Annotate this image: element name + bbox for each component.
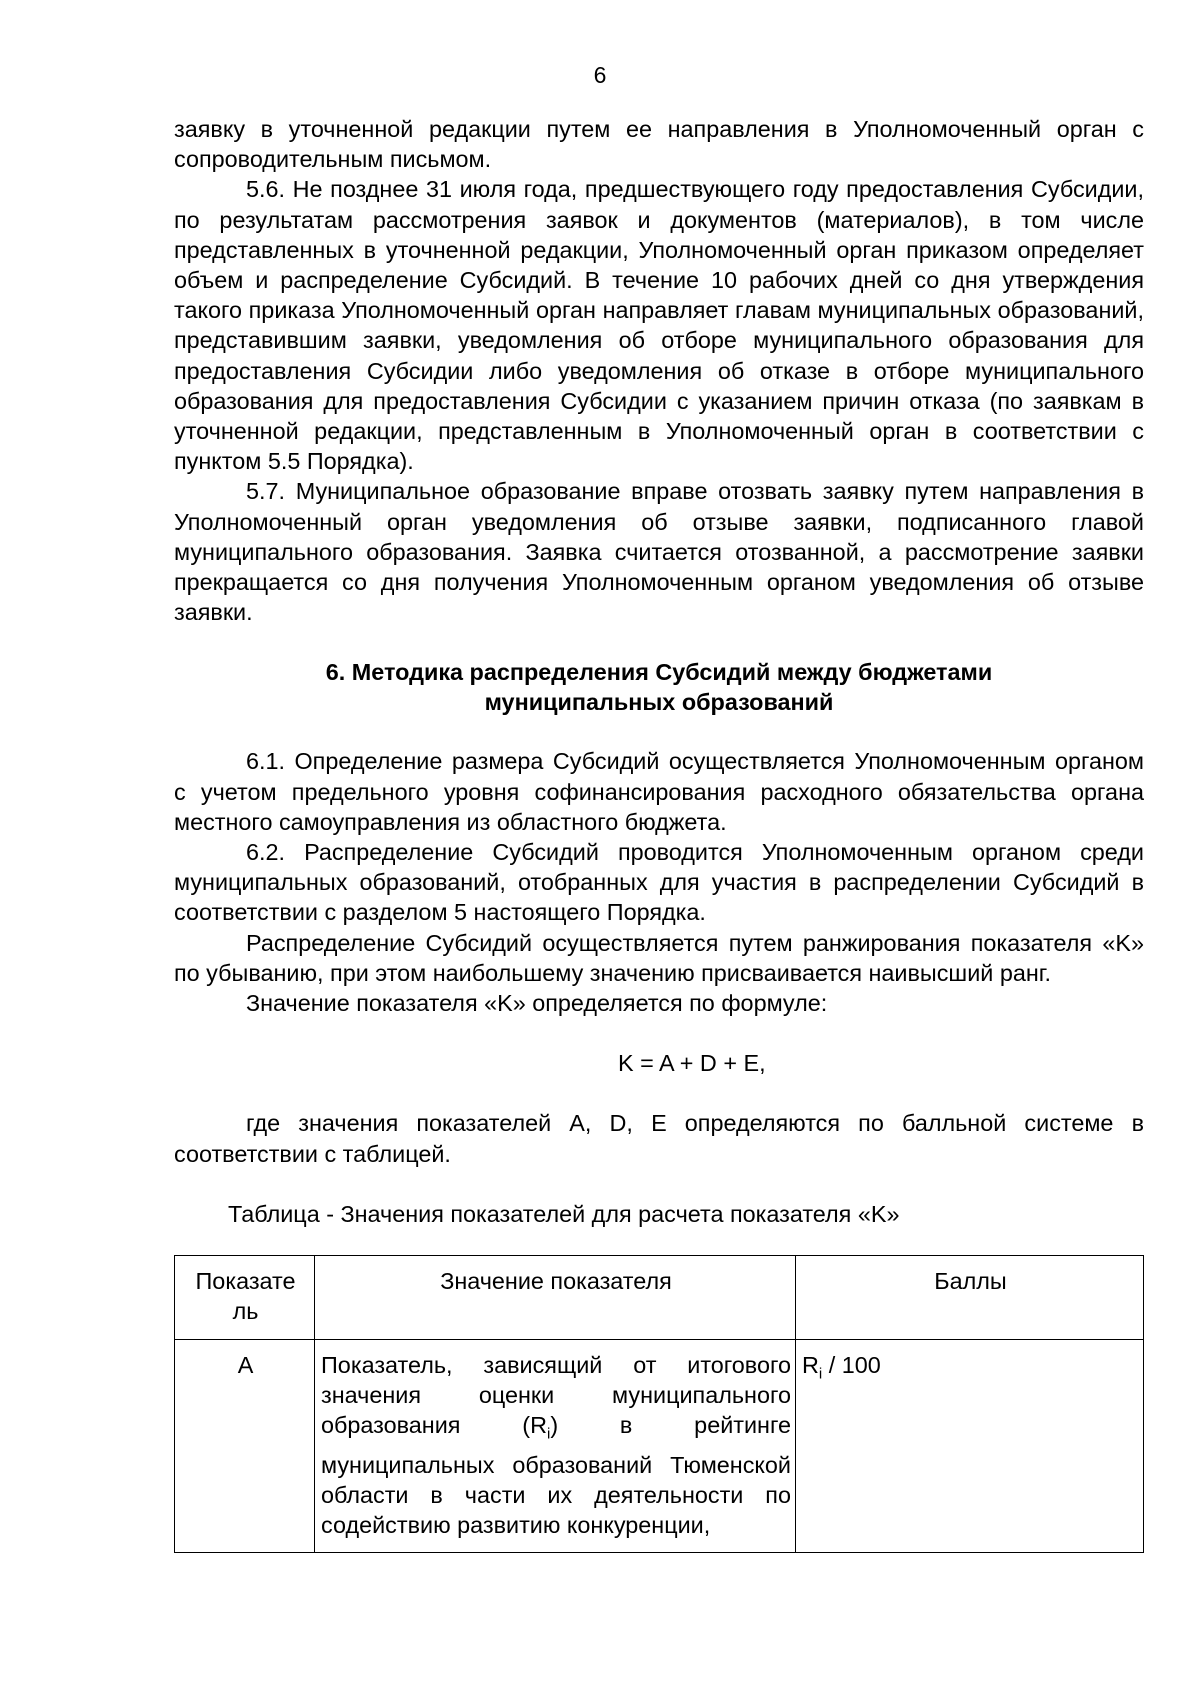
header-value: Значение показателя [315,1256,796,1339]
row-points [796,1339,1144,1553]
table-header-row [175,1256,1144,1339]
paragraph-formula-intro: Значение показателя «K» определяется по формуле: [246,990,828,1017]
document-body [174,114,1144,1553]
section-heading-line-1: 6. Методика распределения Субсидий между бюджетами [325,659,993,686]
row-description-tail: ) в рейтинге муниципальных образований Тюменской области в части их деятельности по содействию развитию конкуренции, [321,1411,791,1539]
paragraph-ranking: Распределение Субсидий осуществляется путем ранжирования показателя «K» по убыванию, при этом наибольшему значению присваивается наивысший ранг. [174,929,1144,986]
row-description [315,1339,796,1553]
paragraph-5-7: 5.7. Муниципальное образование вправе отозвать заявку путем направления в Уполномоченный орган уведомления об отзыве заявки, подписанного главой муниципального образования. Заявка считается отозванной, а рассмотрение заявки прекращается со дня получения Уполномоченным органом уведомления об отзыве заявки. [174,478,1144,626]
indicators-table [174,1255,1144,1553]
row-points-tail: / 100 [822,1351,881,1378]
table-row [175,1339,1144,1553]
formula-explanation: где значения показателей A, D, E определяются по балльной системе в соответствии с таблицей. [174,1110,1144,1167]
section-heading [174,657,1144,717]
section-heading-line-2: муниципальных образований [484,689,834,716]
paragraph-6-1: 6.1. Определение размера Субсидий осуществляется Уполномоченным органом с учетом предельного уровня софинансирования расходного обязательства органа местного самоуправления из областного бюджета. [174,748,1144,835]
header-points: Баллы [796,1256,1144,1339]
page-number: 6 [593,62,607,88]
paragraph-5-6: 5.6. Не позднее 31 июля года, предшествующего году предоставления Субсидии, по результатам рассмотрения заявок и документов (материалов), в том числе представленных в уточненной редакции, Уполномоченный орган приказом определяет объем и распределение Субсидий. В течение 10 рабочих дней со дня утверждения такого приказа Уполномоченный орган направляет главам муниципальных образований, представившим заявки, уведомления об отборе муниципального образования для предоставления Субсидии либо уведомления об отказе в отборе муниципального образования для предоставления Субсидии с указанием причин отказа (по заявкам в уточненной редакции, представленным в Уполномоченный орган в соответствии с пунктом 5.5 Порядка). [174,176,1144,475]
paragraph-6-2: 6.2. Распределение Субсидий проводится Уполномоченным органом среди муниципальных образований, отобранных для участия в распределении Субсидий в соответствии с разделом 5 настоящего Порядка. [174,839,1144,926]
row-points-subscript: i [818,1365,823,1383]
paragraph-continuation: заявку в уточненной редакции путем ее направления в Уполномоченный орган с сопроводительным письмом. [174,116,1144,173]
table-caption: Таблица - Значения показателей для расчета показателя «K» [228,1200,900,1227]
row-description-subscript: i [546,1425,551,1443]
formula: K = A + D + E, [618,1050,766,1077]
row-description-text: Показатель, зависящий от итогового значения оценки муниципального образования (R [321,1351,791,1438]
row-code: A [175,1339,315,1553]
row-points-base: R [802,1351,819,1378]
header-indicator: Показате ль [175,1256,315,1339]
